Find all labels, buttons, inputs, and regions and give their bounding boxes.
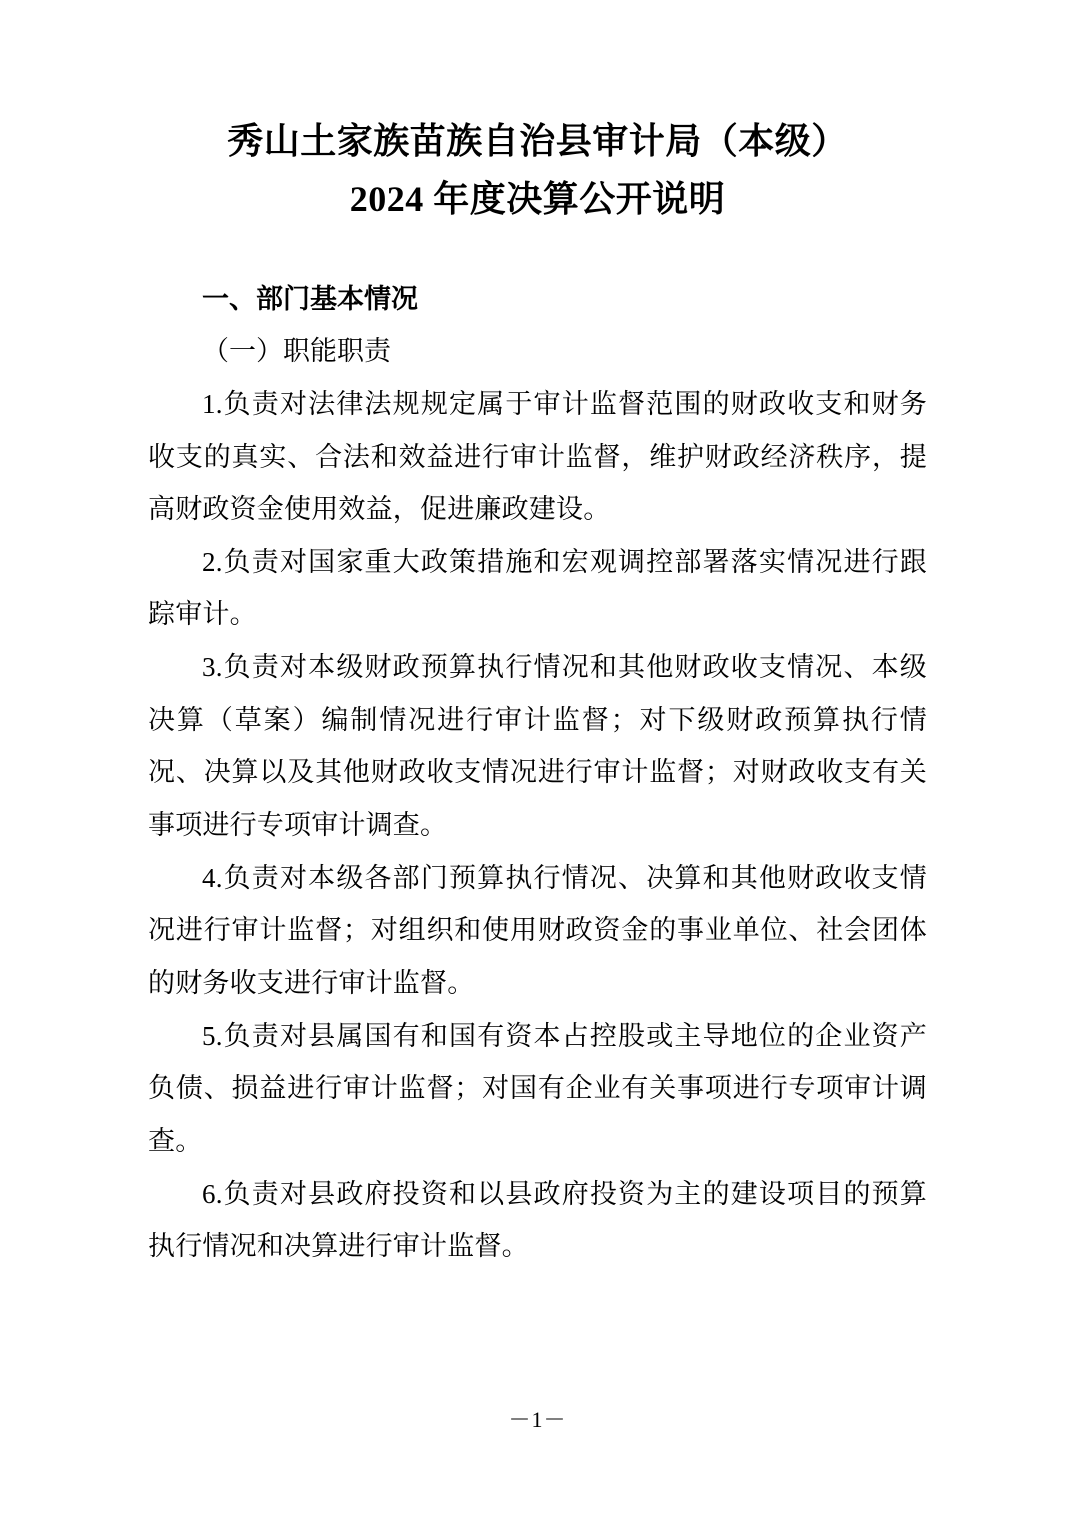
body-paragraph-2: 2.负责对国家重大政策措施和宏观调控部署落实情况进行跟踪审计。: [148, 546, 927, 630]
sub-heading: （一）职能职责: [202, 336, 391, 367]
page-title: [148, 112, 927, 229]
body-paragraph-6: 6.负责对县政府投资和以县政府投资为主的建设项目的预算执行情况和决算进行审计监督。: [148, 1178, 927, 1262]
body-paragraph-4: 4.负责对本级各部门预算执行情况、决算和其他财政收支情况进行审计监督；对组织和使用财政资金的事业单位、社会团体的财务收支进行审计监督。: [148, 862, 927, 998]
title-line-1: 秀山土家族苗族自治县审计局（本级）: [227, 121, 848, 161]
page-number: －1－: [508, 1407, 567, 1432]
title-line-2: 2024 年度决算公开说明: [349, 179, 726, 220]
body-paragraph-5: 5.负责对县属国有和国有资本占控股或主导地位的企业资产负债、损益进行审计监督；对国有企业有关事项进行专项审计调查。: [148, 1020, 927, 1156]
body-paragraph-1: 1.负责对法律法规规定属于审计监督范围的财政收支和财务收支的真实、合法和效益进行审计监督，维护财政经济秩序，提高财政资金使用效益，促进廉政建设。: [148, 388, 927, 525]
section-heading: 一、部门基本情况: [202, 283, 418, 314]
body-paragraph-3: 3.负责对本级财政预算执行情况和其他财政收支情况、本级决算（草案）编制情况进行审计监督；对下级财政预算执行情况、决算以及其他财政收支情况进行审计监督；对财政收支有关事项进行专项审计调查。: [148, 652, 927, 841]
